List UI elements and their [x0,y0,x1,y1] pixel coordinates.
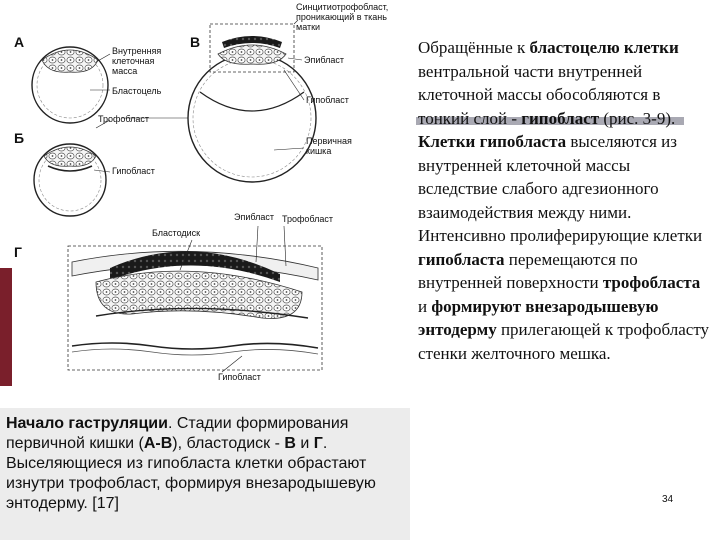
caption-text: . Стадии формирования первичной кишки ( [6,415,349,452]
body-paragraph [418,36,710,365]
panel-letter-b: Б [14,130,25,146]
body-bold: формируют внезародышевую энтодерму [418,296,659,339]
panel-v-blastocyst [122,20,316,182]
label-syncytiotrophoblast: Синцитиотрофобласт, проникающий в ткань матки [296,2,389,32]
body-bold: бластоцелю клетки [529,38,679,57]
label-blastocoel: Бластоцель [112,86,162,96]
panel-g-blastodisc [68,226,322,372]
label-primary-gut: Первичная кишка [306,136,352,156]
label-hypoblast-g: Гипобласт [218,372,261,382]
body-text: Обращённые к [418,38,530,57]
caption-title: Начало гаструляции [6,415,168,432]
panel-letter-a: А [14,34,25,50]
body-text: и [418,296,432,316]
label-blastodisc: Бластодиск [152,228,201,238]
caption-bold-g: Г [313,435,323,452]
gastrulation-figure [12,0,410,408]
caption-text: ), бластодиск - [172,435,285,452]
label-epiblast-g: Эпибласт [234,212,274,222]
label-hypoblast-v: Гипобласт [306,95,349,105]
panel-letter-g: Г [14,244,22,260]
body-bold: трофобласта [602,273,701,292]
accent-bar [0,268,12,386]
figure-caption [6,414,402,514]
body-text: прилегающей к трофобласту стенки желточного мешка. [418,320,710,363]
caption-bold-av: А-В [143,435,173,452]
label-epiblast-v: Эпибласт [304,55,344,65]
caption-bold-v: В [284,435,296,452]
label-inner-cell-mass: Внутренняя клеточная масса [112,46,162,76]
body-text: (рис. 3-9). [599,108,676,128]
panel-a-blastocyst [32,47,110,123]
body-bold: гипобласт [521,108,600,128]
panel-b-blastocyst [34,120,110,216]
caption-text: . Выселяющиеся из гипобласта клетки обрастают изнутри трофобласт, формируя внезародышевую энтодерму. [17] [6,435,376,512]
panel-letter-v: В [190,34,201,50]
body-bold: гипобласта [418,249,505,269]
figure-drawing [12,0,410,408]
body-text: вентральной части внутренней клеточной массы обособляются в тонкий слой - [418,61,661,128]
label-trophoblast: Трофобласт [98,114,150,124]
label-hypoblast-b: Гипобласт [112,166,155,176]
body-bold: Клетки гипобласта [418,132,567,151]
body-text: перемещаются по внутренней поверхности [418,249,638,292]
label-trophoblast-g: Трофобласт [282,214,334,224]
body-text: выселяются из внутренней клеточной массы вследствие слабого адгезионного взаимодействия между ними. Интенсивно пролиферирующие клетки [418,132,703,245]
caption-text: и [295,435,314,452]
page-number: 34 [662,494,674,505]
